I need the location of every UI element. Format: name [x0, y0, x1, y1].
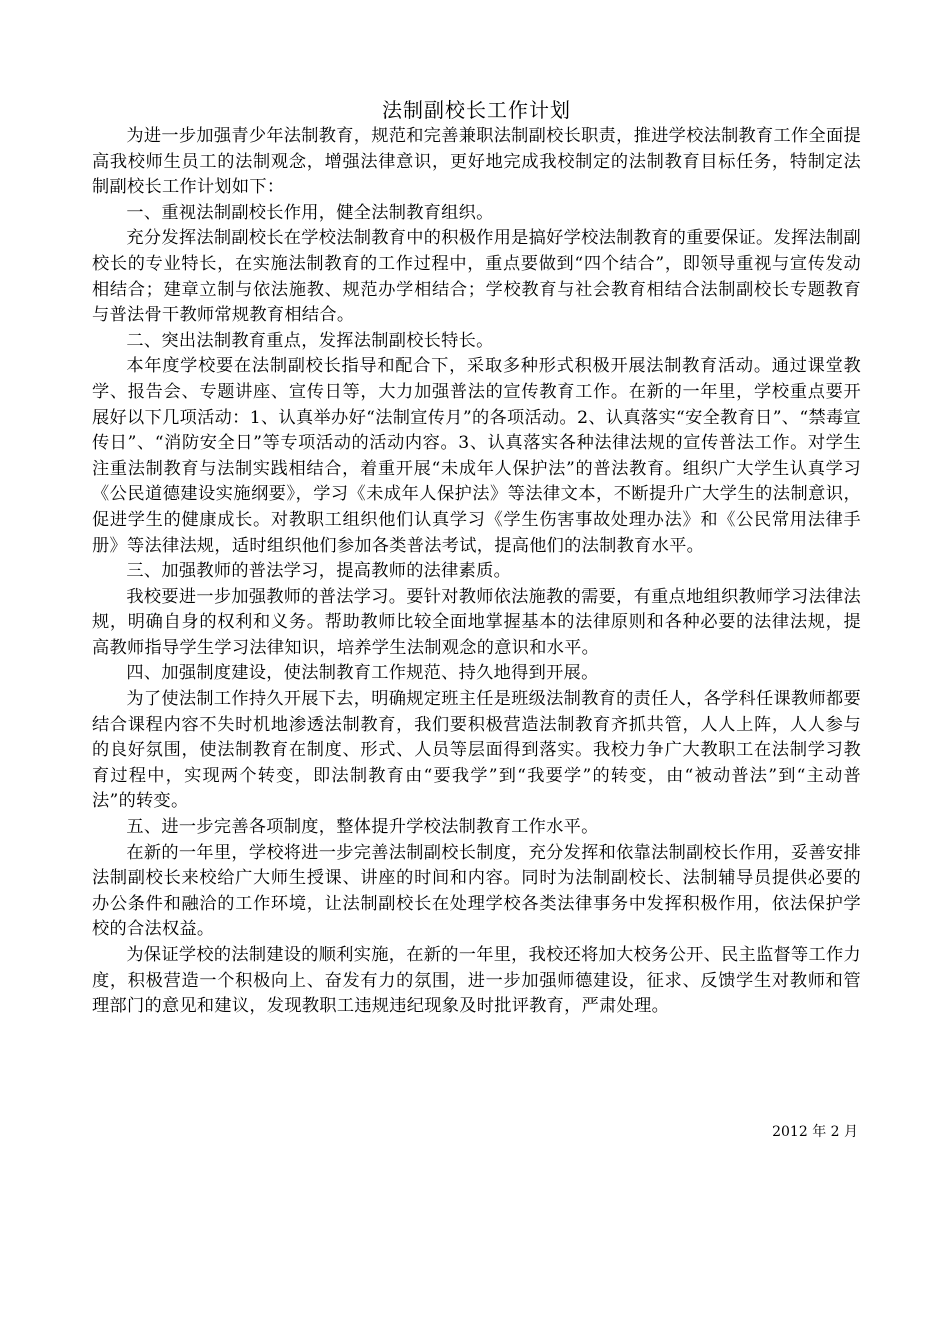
- section-1-body: 充分发挥法制副校长在学校法制教育中的积极作用是搞好学校法制教育的重要保证。发挥法制副校长的专业特长，在实施法制教育的工作过程中，重点要做到“四个结合”，即领导重视与宣传发动相结合；建章立制与依法施教、规范办学相结合；学校教育与社会教育相结合法制副校长专题教育与普法骨干教师常规教育相结合。: [92, 228, 861, 326]
- section-5-heading: 五、进一步完善各项制度，整体提升学校法制教育工作水平。: [126, 817, 599, 838]
- intro-paragraph: 为进一步加强青少年法制教育，规范和完善兼职法制副校长职责，推进学校法制教育工作全面提高我校师生员工的法制观念，增强法律意识，更好地完成我校制定的法制教育目标任务，特制定法制副校长工作计划如下：: [92, 126, 861, 198]
- section-4-body: 为了使法制工作持久开展下去，明确规定班主任是班级法制教育的责任人，各学科任课教师都要结合课程内容不失时机地渗透法制教育，我们要积极营造法制教育齐抓共管，人人上阵，人人参与的良好氛围，使法制教育在制度、形式、人员等层面得到落实。我校力争广大教职工在法制学习教育过程中，实现两个转变，即法制教育由“要我学”到“我要学”的转变，由“被动普法”到“主动普法”的转变。: [92, 689, 861, 812]
- closing-paragraph: 为保证学校的法制建设的顺利实施，在新的一年里，我校还将加大校务公开、民主监督等工作力度，积极营造一个积极向上、奋发有力的氛围，进一步加强师德建设，征求、反馈学生对教师和管理部门的意见和建议，发现教职工违规违纪现象及时批评教育，严肃处理。: [92, 945, 861, 1017]
- section-2-heading: 二、突出法制教育重点，发挥法制副校长特长。: [126, 330, 494, 351]
- section-3-body: 我校要进一步加强教师的普法学习。要针对教师依法施教的需要，有重点地组织教师学习法律法规，明确自身的权利和义务。帮助教师比较全面地掌握基本的法律原则和各种必要的法律法规，提高教师指导学生学习法律知识，培养学生法制观念的意识和水平。: [92, 586, 861, 658]
- document-date: 2012 年 2 月: [772, 1124, 858, 1140]
- section-1-heading: 一、重视法制副校长作用，健全法制教育组织。: [126, 202, 494, 223]
- document-title: 法制副校长工作计划: [382, 98, 571, 122]
- document-body: [92, 96, 861, 1020]
- section-3-heading: 三、加强教师的普法学习，提高教师的法律素质。: [126, 561, 512, 582]
- section-5-body: 在新的一年里，学校将进一步完善法制副校长制度，充分发挥和依靠法制副校长作用，妥善安排法制副校长来校给广大师生授课、讲座的时间和内容。同时为法制副校长、法制辅导员提供必要的办公条件和融洽的工作环境，让法制副校长在处理学校各类法律事务中发挥积极作用，依法保护学校的合法权益。: [92, 842, 861, 940]
- section-2-body: 本年度学校要在法制副校长指导和配合下，采取多种形式积极开展法制教育活动。通过课堂教学、报告会、专题讲座、宣传日等，大力加强普法的宣传教育工作。在新的一年里，学校重点要开展好以下几项活动：1、认真举办好“法制宣传月”的各项活动。2、认真落实“安全教育日”、“禁毒宣传日”、“消防安全日”等专项活动的活动内容。3、认真落实各种法律法规的宣传普法工作。对学生注重法制教育与法制实践相结合，着重开展“未成年人保护法”的普法教育。组织广大学生认真学习《公民道德建设实施纲要》，学习《未成年人保护法》等法律文本，不断提升广大学生的法制意识，促进学生的健康成长。对教职工组织他们认真学习《学生伤害事故处理办法》和《公民常用法律手册》等法律法规，适时组织他们参加各类普法考试，提高他们的法制教育水平。: [92, 356, 861, 556]
- section-4-heading: 四、加强制度建设，使法制教育工作规范、持久地得到开展。: [126, 663, 599, 684]
